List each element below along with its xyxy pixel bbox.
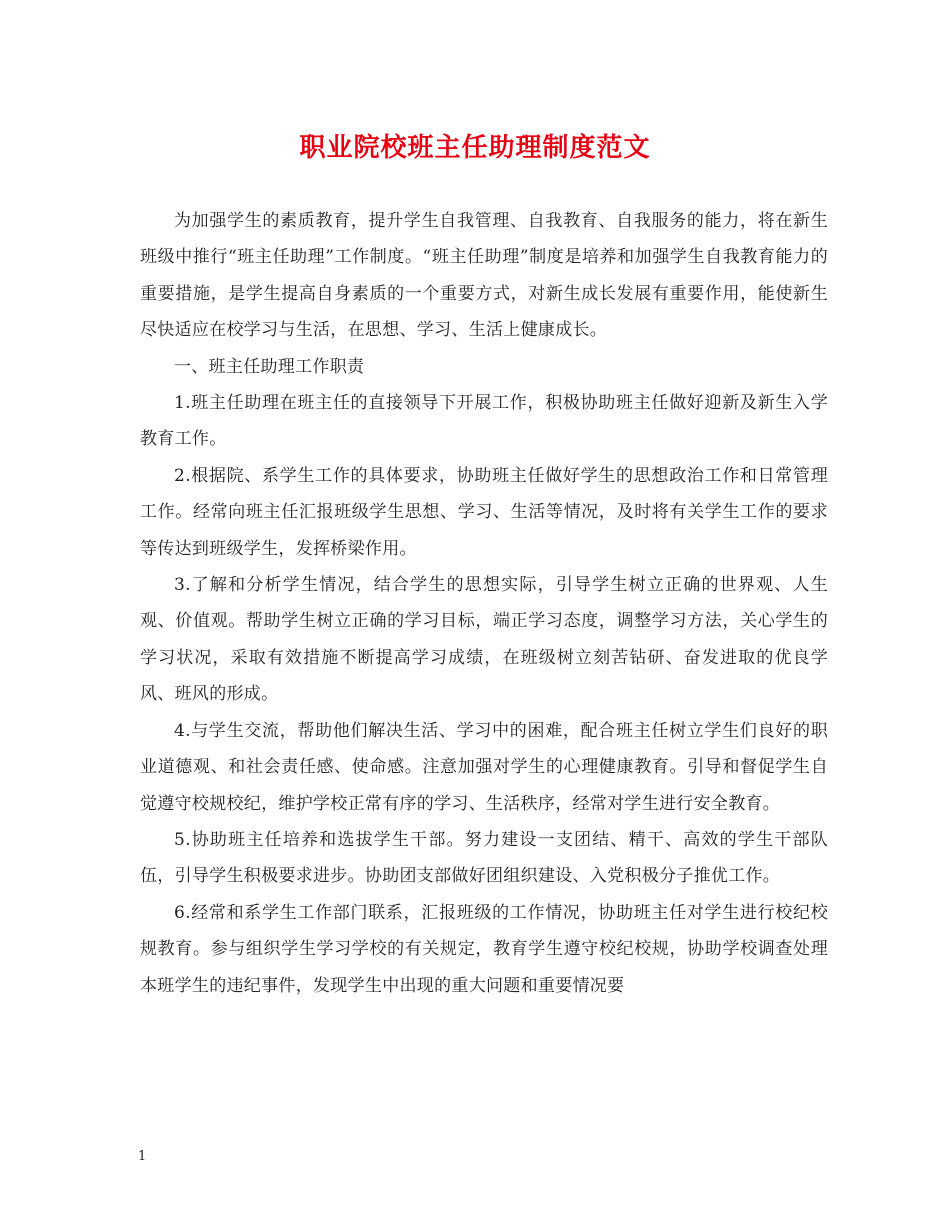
paragraph-item-2: 2.根据院、系学生工作的具体要求，协助班主任做好学生的思想政治工作和日常管理工作。经常向班主任汇报班级学生思想、学习、生活等情况，及时将有关学生工作的要求等传达到班级学生，发挥桥梁作用。 — [140, 465, 828, 559]
paragraph-item-1: 1.班主任助理在班主任的直接领导下开展工作，积极协助班主任做好迎新及新生入学教育工作。 — [140, 393, 828, 450]
document-title: 职业院校班主任助理制度范文 — [299, 133, 651, 163]
paragraph-item-5: 5.协助班主任培养和选拔学生干部。努力建设一支团结、精干、高效的学生干部队伍，引导学生积极要求进步。协助团支部做好团组织建设、入党积极分子推优工作。 — [140, 829, 828, 887]
paragraph-item-6: 6.经常和系学生工作部门联系，汇报班级的工作情况，协助班主任对学生进行校纪校规教育。参与组织学生学习学校的有关规定，教育学生遵守校纪校规，协助学校调查处理本班学生的违纪事件，发现学生中出现的重大问题和重要情况要 — [140, 902, 828, 996]
document-body — [140, 203, 828, 1004]
page-number: 1 — [138, 1149, 147, 1164]
paragraph-item-3: 3.了解和分析学生情况，结合学生的思想实际，引导学生树立正确的世界观、人生观、价值观。帮助学生树立正确的学习目标，端正学习态度，调整学习方法，关心学生的学习状况，采取有效措施不断提高学习成绩，在班级树立刻苦钻研、奋发进取的优良学风、班风的形成。 — [140, 575, 828, 705]
section-heading-duties: 一、班主任助理工作职责 — [174, 356, 365, 377]
paragraph-item-4: 4.与学生交流，帮助他们解决生活、学习中的困难，配合班主任树立学生们良好的职业道德观、和社会责任感、使命感。注意加强对学生的心理健康教育。引导和督促学生自觉遵守校规校纪，维护学校正常有序的学习、生活秩序，经常对学生进行安全教育。 — [140, 720, 828, 814]
paragraph-intro: 为加强学生的素质教育，提升学生自我管理、自我教育、自我服务的能力，将在新生班级中推行“班主任助理”工作制度。“班主任助理”制度是培养和加强学生自我教育能力的重要措施，是学生提高自身素质的一个重要方式，对新生成长发展有重要作用，能使新生尽快适应在校学习与生活，在思想、学习、生活上健康成长。 — [140, 211, 828, 341]
